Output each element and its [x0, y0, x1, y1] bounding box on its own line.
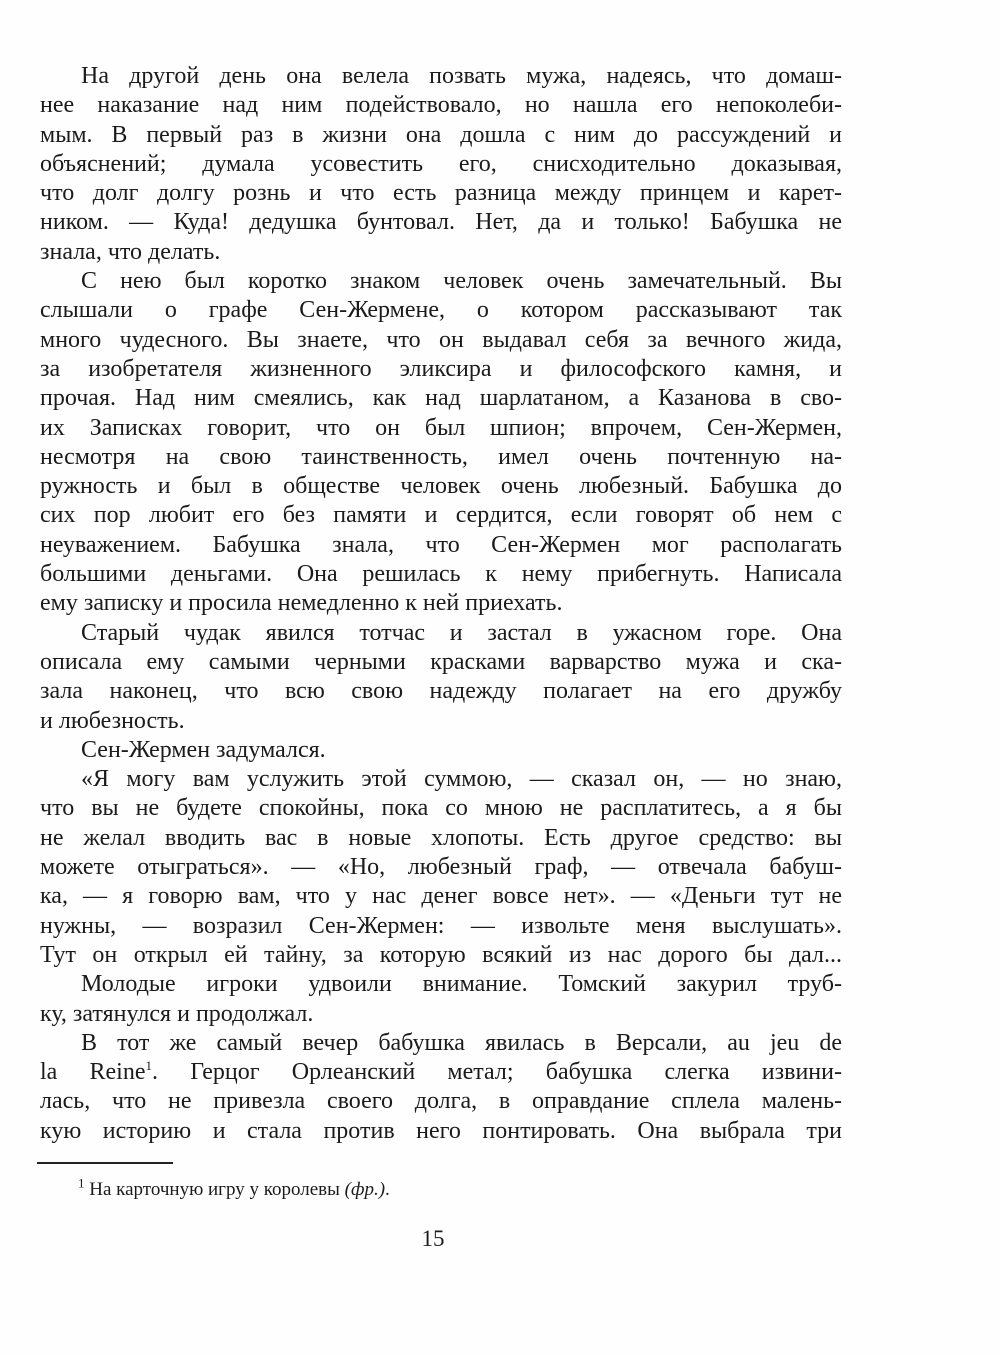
text-line: неуважением. Бабушка знала, что Сен-Жермен мог располагать	[40, 531, 842, 558]
text-line: С нею был коротко знаком человек очень замечательный. Вы	[81, 268, 842, 295]
text-line: кую историю и стала против него понтировать. Она выбрала три	[40, 1117, 842, 1144]
text-line: ку, затянулся и продолжал.	[40, 1000, 314, 1027]
text-line: знала, что делать.	[40, 238, 221, 265]
text-line: можете отыграться». — «Но, любезный граф, — отвечала бабуш-	[40, 854, 842, 881]
footnote-end: .	[385, 1179, 390, 1200]
text-line: ником. — Куда! дедушка бунтовал. Нет, да и только! Бабушка не	[40, 209, 842, 236]
body-text	[40, 62, 842, 1146]
text-line: большими деньгами. Она решилась к нему прибегнуть. Написала	[40, 561, 842, 588]
text-line: нужны, — возразил Сен-Жермен: — извольте меня выслушать».	[40, 912, 842, 939]
text-line: слышали о графе Сен-Жермене, о котором рассказывают так	[40, 297, 842, 324]
footnote-text: На карточную игру у королевы	[89, 1179, 345, 1200]
text-line: сих пор любит его без памяти и сердится, если говорят об нем с	[40, 502, 842, 529]
footnote-ref: 1	[145, 1058, 152, 1074]
text-line: их Записках говорит, что он был шпион; впрочем, Сен-Жермен,	[40, 414, 842, 441]
text-fragment: . Герцог Орлеанский метал; бабушка слегка извини-	[152, 1059, 842, 1086]
text-line: Старый чудак явился тотчас и застал в ужасном горе. Она	[81, 619, 842, 646]
text-line: нее наказание над ним подействовало, но нашла его непоколеби-	[40, 92, 842, 119]
text-line: мым. В первый раз в жизни она дошла с ним до рассуждений и	[40, 121, 842, 148]
text-line: за изобретателя жизненного эликсира и философского камня, и	[40, 355, 842, 382]
footnote-divider	[37, 1162, 173, 1164]
text-line	[40, 1058, 842, 1087]
text-line: прочая. Над ним смеялись, как над шарлатаном, а Казанова в сво-	[40, 385, 842, 412]
text-line: В тот же самый вечер бабушка явилась в Версали, au jeu de	[81, 1029, 842, 1056]
text-line: зала наконец, что всю свою надежду полагает на его дружбу	[40, 678, 842, 705]
text-fragment: la Reine	[40, 1059, 146, 1086]
page-number: 15	[421, 1226, 445, 1251]
footnote-italic: (фр.)	[344, 1179, 386, 1200]
footnote-mark: 1	[78, 1175, 85, 1191]
text-line: ему записку и просила немедленно к ней приехать.	[40, 590, 563, 617]
text-line: несмотря на свою таинственность, имел очень почтенную на-	[40, 443, 842, 470]
text-line: На другой день она велела позвать мужа, надеясь, что домаш-	[81, 63, 842, 89]
text-line: лась, что не привезла своего долга, в оправдание сплела малень-	[40, 1088, 842, 1115]
text-line: «Я могу вам услужить этой суммою, — сказал он, — но знаю,	[81, 766, 842, 793]
text-line: Молодые игроки удвоили внимание. Томский закурил труб-	[81, 971, 842, 998]
text-line: и любезность.	[40, 707, 185, 734]
footnote	[78, 1177, 390, 1203]
text-line: Тут он открыл ей тайну, за которую всякий из нас дорого бы дал...	[40, 941, 842, 968]
text-line: ружность и был в обществе человек очень любезный. Бабушка до	[40, 473, 842, 500]
text-line: Сен-Жермен задумался.	[81, 736, 326, 763]
text-line: что вы не будете спокойны, пока со мною не расплатитесь, а я бы	[40, 795, 842, 822]
text-line: описала ему самыми черными красками варварство мужа и ска-	[40, 648, 842, 675]
text-line: не желал вводить вас в новые хлопоты. Есть другое средство: вы	[40, 824, 842, 851]
text-line: что долг долгу рознь и что есть разница между принцем и карет-	[40, 180, 842, 207]
text-line: много чудесного. Вы знаете, что он выдавал себя за вечного жида,	[40, 326, 842, 353]
text-line: ка, — я говорю вам, что у нас денег вовсе нет». — «Деньги тут не	[40, 883, 842, 910]
text-line: объяснений; думала усовестить его, снисходительно доказывая,	[40, 150, 842, 177]
